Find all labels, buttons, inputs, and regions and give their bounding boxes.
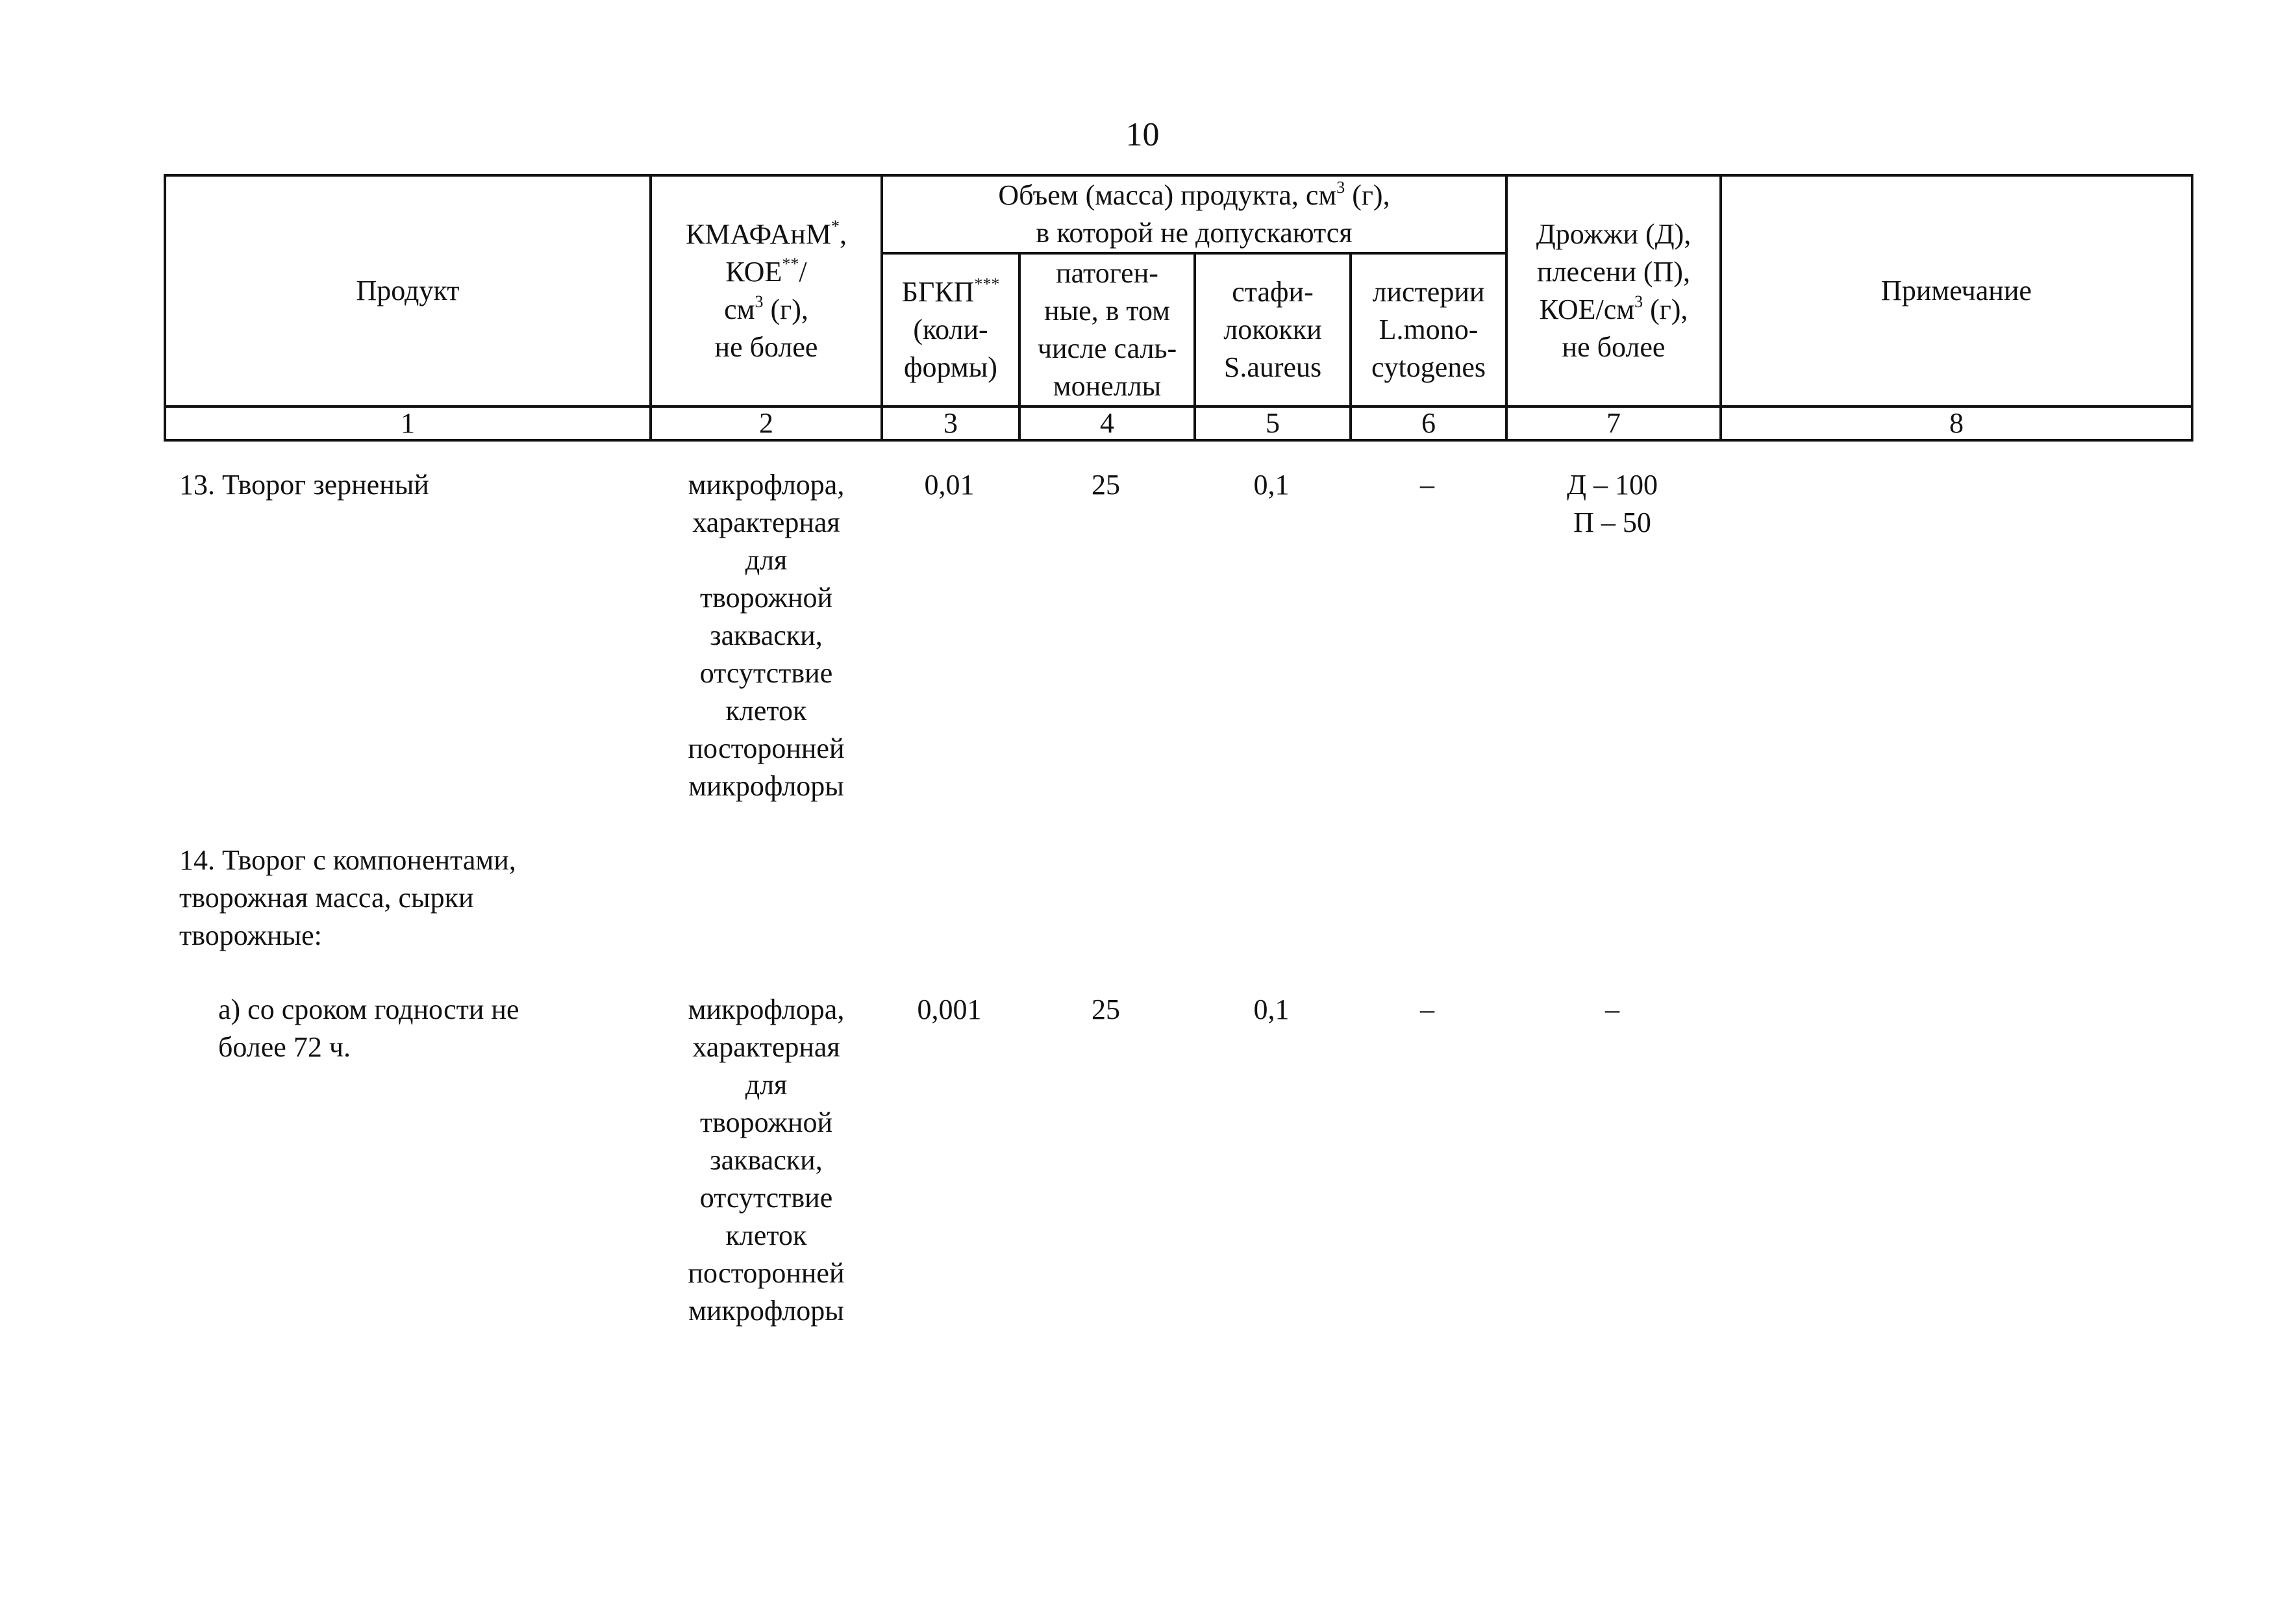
row13-listeria: – [1420, 469, 1434, 501]
row13-kmafanm: микрофлора, характерная для творожной закваски, отсутствие клеток посторонней микрофлоры [688, 469, 845, 802]
row14a-pathogens: 25 [1092, 993, 1120, 1025]
header-note: Примечание [1721, 175, 2192, 406]
col-number: 4 [1019, 406, 1195, 440]
page-number: 10 [1125, 116, 1160, 153]
row13-staphylococci: 0,1 [1253, 469, 1290, 501]
row13-yeast-mold: Д – 100 П – 50 [1566, 469, 1658, 538]
header-bgkp: БГКП*** (коли- формы) [882, 253, 1019, 406]
row14-product: 14. Творог с компонентами, творожная масса, сырки творожные: [179, 844, 516, 951]
row13-pathogens: 25 [1092, 469, 1120, 501]
header-listeria: листерии L.mono- cytogenes [1351, 253, 1506, 406]
table-header [164, 174, 2193, 442]
header-volume-group: Объем (масса) продукта, $см^3$ (г), в которой не допускаются [882, 175, 1506, 253]
col-number: 7 [1506, 406, 1721, 440]
col-number: 5 [1195, 406, 1351, 440]
row13-product: 13. Творог зерненый [179, 469, 429, 501]
row13-bgkp: 0,01 [924, 469, 975, 501]
header-kmafanm: КМАФАнМ*, КОЕ**/ $см^3$ (г), не более [651, 175, 882, 406]
header-staphylococci: стафи- лококки S.aureus [1195, 253, 1351, 406]
row14a-yeast-mold: – [1605, 993, 1619, 1025]
col-number: 6 [1351, 406, 1506, 440]
header-yeast-mold: Дрожжи (Д), плесени (П), КОЕ/$см^3$ (г), не более [1506, 175, 1721, 406]
header-pathogens: патоген- ные, в том числе саль- монеллы [1019, 253, 1195, 406]
row14a-bgkp: 0,001 [917, 993, 982, 1025]
col-number: 3 [882, 406, 1019, 440]
col-number: 2 [651, 406, 882, 440]
col-number: 1 [165, 406, 651, 440]
header-product: Продукт [165, 175, 651, 406]
row14a-product: а) со сроком годности не более 72 ч. [218, 993, 519, 1063]
row14a-kmafanm: микрофлора, характерная для творожной закваски, отсутствие клеток посторонней микрофлоры [688, 993, 845, 1327]
row14a-listeria: – [1420, 993, 1434, 1025]
col-number: 8 [1721, 406, 2192, 440]
row14a-staphylococci: 0,1 [1253, 993, 1290, 1025]
column-number-row [165, 406, 2192, 440]
